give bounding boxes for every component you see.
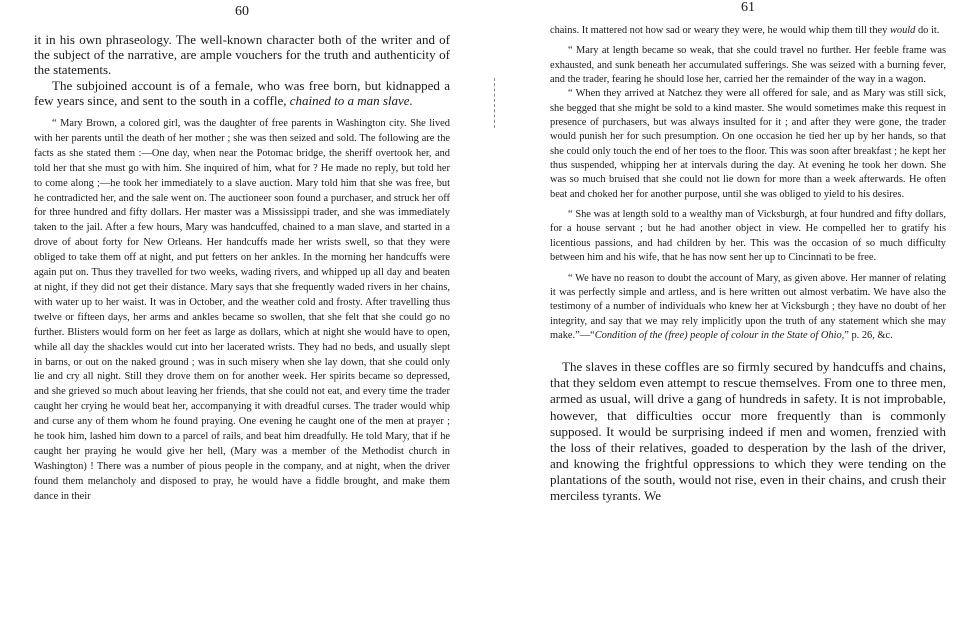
chains-text-start: chains. It mattered not how sad or weary they were, he would whip them till they (550, 25, 888, 36)
paragraph-vicksburgh: “ She was at length sold to a wealthy man of Vicksburgh, at four hundred and fifty dollars, for a house servant ; but he had another object in view. He compelled her to gratify his licentious passions, and had children by her. This was the occasion of so much difficulty between him and his wife, that he has now sent her up to Cincinnati to be free. (550, 209, 946, 264)
left-page (0, 0, 490, 505)
paragraph-chains-continuation (550, 24, 946, 38)
paragraph-testimony (550, 272, 946, 344)
testimony-citation: ” p. 26, &c. (844, 329, 893, 341)
testimony-source-italic: Condition of the (free) people of colour in the State of Ohio, (594, 329, 845, 341)
chains-text-end: do it. (917, 25, 940, 36)
testimony-text: “ We have no reason to doubt the account of Mary, as given above. Her manner of relating it was perfectly simple and artless, and is here written out almost verbatim. We have also the testimony of a number of individuals who knew her at Vicksburgh ; they have no doubt of her integrity, and say that we may rely implicitly upon the truth of any statement which she may make.”—“ (550, 272, 946, 341)
paragraph-coffles: The slaves in these coffles are so firmly secured by handcuffs and chains, that they seldom even attempt to rescue themselves. From one to three men, armed as usual, will drive a gang of hundreds in safety. It is not improbable, however, that difficulties occur more frequently than is commonly supposed. It would be surprising indeed if men and women, frenzied with the loss of their relatives, goaded to desperation by the lash of the driver, and knowing the frightful oppressions to which they were tending on the plantations of the south, would not rise, even in their chains, and crush their merciless tyrants. We (550, 359, 946, 503)
subjoined-account-italic: chained to a man slave. (289, 92, 413, 108)
page-number-right: 61 (741, 0, 755, 15)
chains-text-italic: would (889, 25, 916, 36)
paragraph-mary-brown-narrative: “ Mary Brown, a colored girl, was the daughter of free parents in Washington city. She lived with her parents until the death of her mother ; she was then seized and sold. The following are the facts as she stated them :—One day, when near the Potomac bridge, the sheriff overtook her, and told her that she must go with him. She inquired of him, what for ? He made no reply, but told her to come along ;—he took her immediately to a slave auction. Mary told him that she was free, but he contradicted her, and the sale went on. The auctioneer soon found a purchaser, and struck her off for three hundred and fifty dollars. Her master was a Mississippi trader, and she was immediately taken to the jail. After a few hours, Mary was handcuffed, chained to a man slave, and started in a drove of about forty for New Orleans. Her handcuffs made her wrists swell, so that they were obliged to take them off at night, and put fetters on her ankles. In the morning her handcuffs were again put on. Thus they travelled for two weeks, wading rivers, and whipped up all day and beaten at night, if they did not get their distance. Mary says that she frequently waded rivers in her chains, with water up to her waist. It was in October, and the weather cold and frosty. After travelling thus twelve or fifteen days, her arms and ankles became so swollen, that she felt that she could go no further. Blisters would form on her feet as large as dollars, which at night she would have to open, while all day the shackles would cut into her lacerated wrists. They had no beds, and usually slept in barns, or out on the naked ground ; was in such misery when she lay down, that she could only lie and cry all night. Still they drove them on for another week. Her spirits became so depressed, and she grieved so much about leaving her friends, that she could not eat, and every time the trader caught her crying he would beat her, accompanying it with dreadful curses. The trader would whip and curse any of them whom he found praying. One evening he caught one of the men at prayer ; he took him, lashed him down to a parcel of rails, and beat him dreadfully. He told Mary, that if he caught her praying he would give her hell, (Mary was a member of the Methodist church in Washington) ! There was a number of pious people in the company, and at night, when the driver found them melancholy and disposed to pray, he would have a fiddle brought, and make them dance in their (34, 118, 450, 502)
paragraph-mary-weak: “ Mary at length became so weak, that she could travel no further. Her feeble frame was exhausted, and sunk beneath her accumulated sufferings. She was seized with a burning fever, and the trader, fearing he should lose her, carried her the remainder of the way in a wagon. (550, 45, 946, 86)
paragraph-natchez: “ When they arrived at Natchez they were all offered for sale, and as Mary was still sick, she begged that she might be sold to a kind master. She would sometimes make this request in presence of purchasers, but was always insulted for it ; and after they were gone, the trader would punish her for such presumption. On one occasion he tied her up by her hands, so that she could only touch the end of her toes to the floor. This was soon after breakfast ; he kept her thus suspended, whipping her at intervals during the day. At evening he took her down. She was so much bruised that she could not lie down for more than a week afterwards. He often beat and choked her for another purpose, until she was obliged to yield to his desires. (550, 88, 946, 200)
right-page (490, 0, 980, 504)
subjoined-account-text: The subjoined account is of a female, who was free born, but kidnapped a few years since, and sent to the south in a coffle, (34, 77, 450, 108)
page-number-left: 60 (235, 4, 249, 19)
paragraph-subjoined-account (34, 78, 450, 108)
paragraph-intro: it in his own phraseology. The well-known character both of the writer and of the subject of the narrative, are ample vouchers for the truth and authenticity of the statements. (34, 32, 450, 78)
